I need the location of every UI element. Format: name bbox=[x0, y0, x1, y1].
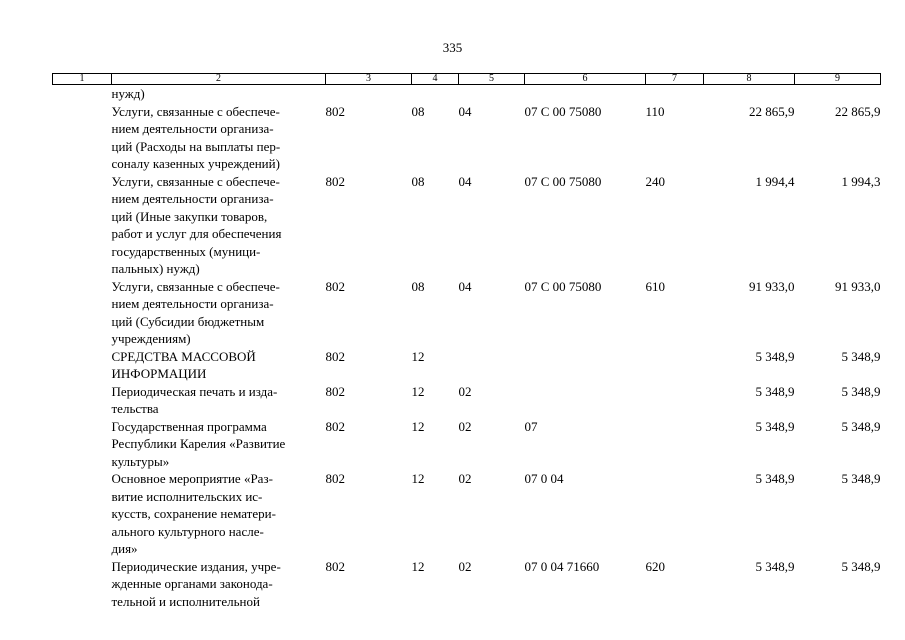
target-article-cell: 07 0 04 bbox=[524, 471, 564, 486]
item-name-cell: Периодические издания, учре- жденные органами законода- тельной и исполнительной bbox=[111, 558, 281, 609]
department-code-cell bbox=[326, 85, 412, 103]
planned-amount-cell: 5 348,9 bbox=[755, 383, 795, 399]
subsection-code-cell bbox=[459, 85, 525, 103]
table-row bbox=[53, 383, 881, 418]
executed-amount-cell: 5 348,9 bbox=[841, 418, 881, 434]
budget-table bbox=[52, 73, 881, 610]
item-name-cell: Услуги, связанные с обеспече- нием деятельности организа- ций (Иные закупки товаров, работ и услуг для обеспечения государственных (муници- пальных) нужд) bbox=[111, 173, 282, 276]
column-number: 4 bbox=[412, 74, 459, 85]
department-code-cell: 802 bbox=[325, 471, 345, 486]
table-row bbox=[53, 278, 881, 348]
subsection-code-cell: 02 bbox=[458, 471, 472, 486]
executed-amount-cell: 5 348,9 bbox=[841, 348, 881, 364]
target-article-cell: 07 С 00 75080 bbox=[524, 103, 602, 119]
item-name-cell: Услуги, связанные с обеспече- нием деятельности организа- ций (Субсидии бюджетным учреждениям) bbox=[111, 278, 280, 346]
expense-type-cell bbox=[646, 348, 704, 383]
column-number: 1 bbox=[53, 74, 112, 85]
expense-type-cell bbox=[646, 85, 704, 103]
column-number: 9 bbox=[795, 74, 881, 85]
department-code-cell: 802 bbox=[325, 418, 345, 434]
subsection-code-cell: 02 bbox=[458, 383, 472, 399]
department-code-cell: 802 bbox=[325, 103, 345, 119]
subsection-code-cell: 04 bbox=[458, 278, 472, 294]
row-number-cell bbox=[53, 85, 112, 103]
target-article-cell bbox=[525, 348, 646, 383]
planned-amount-cell: 91 933,0 bbox=[749, 278, 795, 294]
section-code-cell: 08 bbox=[411, 103, 425, 119]
executed-amount-cell: 5 348,9 bbox=[841, 383, 881, 399]
table-row bbox=[53, 85, 881, 103]
executed-amount-cell: 5 348,9 bbox=[841, 471, 881, 486]
target-article-cell bbox=[525, 85, 646, 103]
subsection-code-cell: 02 bbox=[458, 418, 472, 434]
subsection-code-cell: 04 bbox=[458, 173, 472, 189]
subsection-code-cell bbox=[459, 348, 525, 383]
section-code-cell: 12 bbox=[411, 558, 425, 574]
section-code-cell bbox=[412, 85, 459, 103]
planned-amount-cell: 5 348,9 bbox=[755, 418, 795, 434]
subsection-code-cell: 04 bbox=[458, 103, 472, 119]
table-row bbox=[53, 103, 881, 173]
executed-amount-cell: 91 933,0 bbox=[835, 278, 881, 294]
item-name-cell: Услуги, связанные с обеспече- нием деятельности организа- ций (Расходы на выплаты пер- соналу казенных учреждений) bbox=[111, 103, 281, 171]
executed-amount-cell: 22 865,9 bbox=[835, 103, 881, 119]
section-code-cell: 12 bbox=[411, 418, 425, 434]
expense-type-cell bbox=[646, 418, 704, 471]
item-name-cell: нужд) bbox=[111, 86, 145, 101]
target-article-cell bbox=[525, 383, 646, 418]
expense-type-cell: 110 bbox=[645, 103, 665, 119]
expense-type-cell bbox=[646, 383, 704, 418]
column-number: 5 bbox=[459, 74, 525, 85]
row-number-cell bbox=[53, 470, 112, 558]
section-code-cell: 08 bbox=[411, 278, 425, 294]
column-number-header bbox=[53, 74, 881, 85]
expense-type-cell: 620 bbox=[645, 558, 665, 574]
expense-type-cell: 610 bbox=[645, 278, 665, 294]
target-article-cell: 07 С 00 75080 bbox=[524, 173, 602, 189]
planned-amount-cell: 1 994,4 bbox=[755, 173, 795, 189]
executed-amount-cell bbox=[795, 85, 881, 103]
target-article-cell: 07 bbox=[524, 418, 538, 434]
item-name-cell: Периодическая печать и изда- тельства bbox=[111, 383, 278, 416]
subsection-code-cell: 02 bbox=[458, 558, 472, 574]
planned-amount-cell: 5 348,9 bbox=[755, 348, 795, 364]
department-code-cell: 802 bbox=[325, 173, 345, 189]
target-article-cell: 07 0 04 71660 bbox=[524, 558, 600, 574]
item-name-cell: Основное мероприятие «Раз- витие исполнительских ис- кусств, сохранение нематери- ального культурного насле- дия» bbox=[111, 471, 276, 556]
table-row bbox=[53, 418, 881, 471]
department-code-cell: 802 bbox=[325, 348, 345, 364]
item-name-cell: Государственная программа Республики Карелия «Развитие культуры» bbox=[111, 418, 286, 469]
expense-type-cell bbox=[646, 470, 704, 558]
column-number: 6 bbox=[525, 74, 646, 85]
executed-amount-cell: 1 994,3 bbox=[841, 173, 881, 189]
row-number-cell bbox=[53, 383, 112, 418]
item-name-cell: СРЕДСТВА МАССОВОЙ ИНФОРМАЦИИ bbox=[111, 348, 256, 381]
section-code-cell: 12 bbox=[411, 348, 425, 364]
section-code-cell: 08 bbox=[411, 173, 425, 189]
department-code-cell: 802 bbox=[325, 278, 345, 294]
planned-amount-cell: 22 865,9 bbox=[749, 103, 795, 119]
row-number-cell bbox=[53, 558, 112, 611]
table-row bbox=[53, 470, 881, 558]
department-code-cell: 802 bbox=[325, 383, 345, 399]
table-row bbox=[53, 558, 881, 611]
row-number-cell bbox=[53, 173, 112, 278]
row-number-cell bbox=[53, 418, 112, 471]
column-number: 2 bbox=[112, 74, 326, 85]
target-article-cell: 07 С 00 75080 bbox=[524, 278, 602, 294]
column-number: 8 bbox=[704, 74, 795, 85]
row-number-cell bbox=[53, 103, 112, 173]
planned-amount-cell bbox=[704, 85, 795, 103]
table-row bbox=[53, 173, 881, 278]
table-row bbox=[53, 348, 881, 383]
expense-type-cell: 240 bbox=[645, 173, 665, 189]
section-code-cell: 12 bbox=[411, 471, 425, 486]
planned-amount-cell: 5 348,9 bbox=[755, 471, 795, 486]
row-number-cell bbox=[53, 348, 112, 383]
section-code-cell: 12 bbox=[411, 383, 425, 399]
row-number-cell bbox=[53, 278, 112, 348]
executed-amount-cell: 5 348,9 bbox=[841, 558, 881, 574]
planned-amount-cell: 5 348,9 bbox=[755, 558, 795, 574]
department-code-cell: 802 bbox=[325, 558, 345, 574]
column-number: 3 bbox=[326, 74, 412, 85]
column-number: 7 bbox=[646, 74, 704, 85]
page-number: 335 bbox=[442, 40, 463, 55]
